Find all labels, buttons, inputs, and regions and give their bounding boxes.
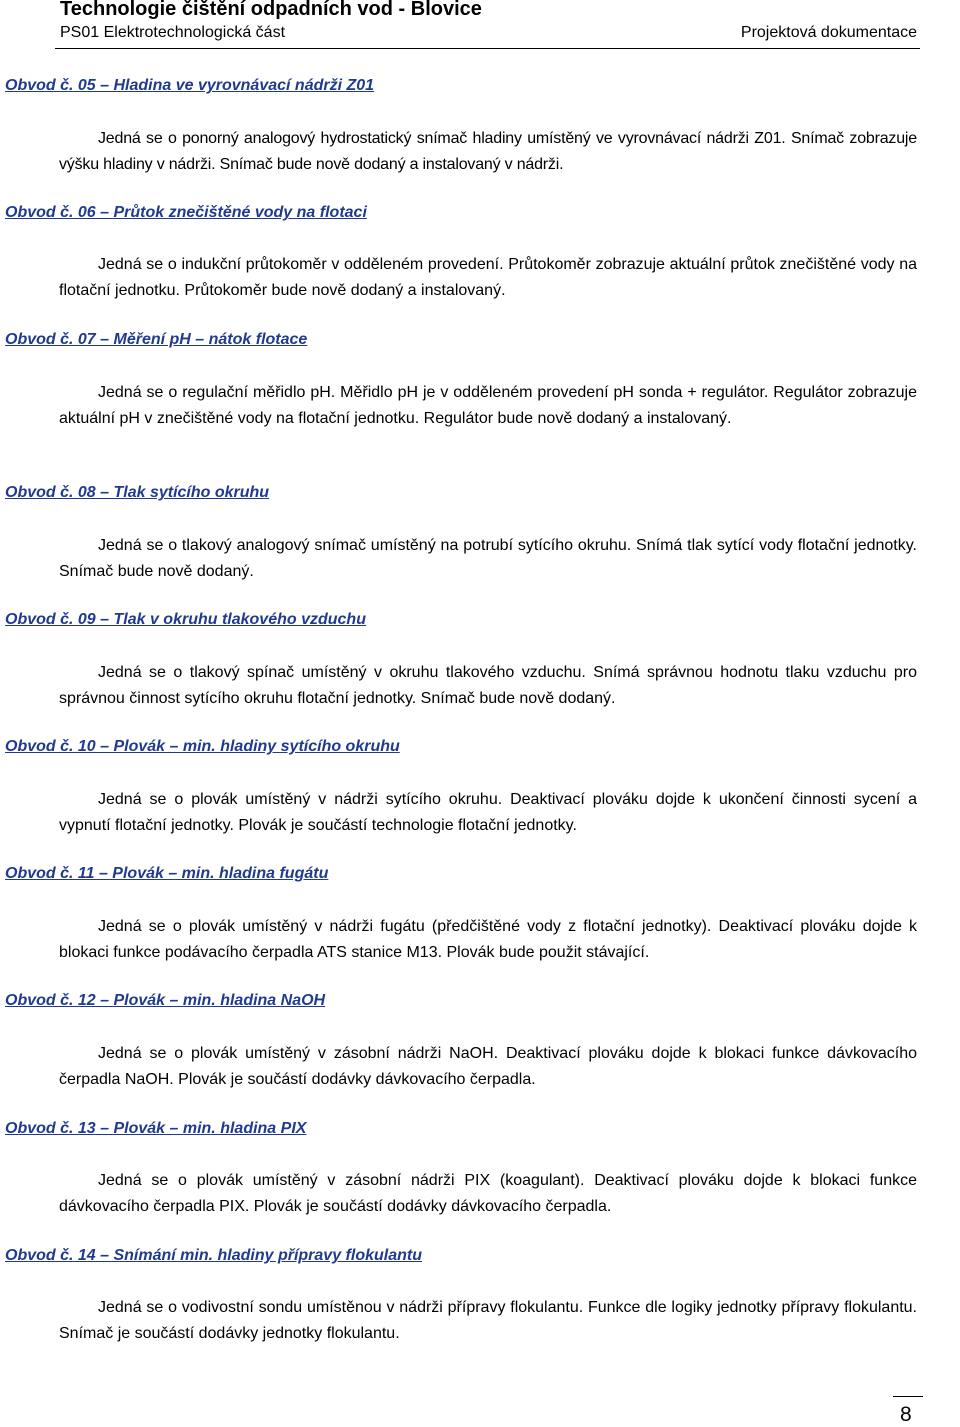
footer-divider: [893, 1396, 923, 1397]
section-heading: Obvod č. 05 – Hladina ve vyrovnávací nádrži Z01: [5, 77, 375, 94]
section-paragraph: Jedná se o plovák umístěný v zásobní nádrži PIX (koagulant). Deaktivací plováku dojde k blokaci funkce dávkovacího čerpadla PIX. Plovák je součástí dodávky dávkovacího čerpadla.: [59, 1172, 917, 1215]
section-paragraph: Jedná se o vodivostní sondu umístěnou v nádrži přípravy flokulantu. Funkce dle logiky jednotky přípravy flokulantu. Snímač je součástí dodávky jednotky flokulantu.: [59, 1299, 917, 1342]
page-number: 8: [900, 1403, 912, 1426]
section-paragraph: Jedná se o plovák umístěný v nádrži sytícího okruhu. Deaktivací plováku dojde k ukončení činnosti sycení a vypnutí flotační jednotky. Plovák je součástí technologie flotační jednotky.: [59, 791, 917, 834]
section-heading: Obvod č. 12 – Plovák – min. hladina NaOH: [5, 992, 326, 1009]
document-subtitle: PS01 Elektrotechnologická část: [60, 24, 286, 41]
section-paragraph: Jedná se o indukční průtokoměr v odděleném provedení. Průtokoměr zobrazuje aktuální průtok znečištěné vody na flotační jednotku. Průtokoměr bude nově dodaný a instalovaný.: [59, 256, 917, 299]
section-heading: Obvod č. 14 – Snímání min. hladiny přípravy flokulantu: [5, 1247, 422, 1264]
section-paragraph: Jedná se o tlakový spínač umístěný v okruhu tlakového vzduchu. Snímá správnou hodnotu tlaku vzduchu pro správnou činnost sytícího okruhu flotační jednotky. Snímač bude nově dodaný.: [59, 664, 917, 707]
section-heading: Obvod č. 07 – Měření pH – nátok flotace: [5, 331, 308, 348]
section-heading: Obvod č. 08 – Tlak sytícího okruhu: [5, 484, 270, 501]
section-paragraph: Jedná se o tlakový analogový snímač umístěný na potrubí sytícího okruhu. Snímá tlak sytící vody flotační jednotky. Snímač bude nově dodaný.: [59, 537, 917, 580]
section-heading: Obvod č. 10 – Plovák – min. hladiny sytícího okruhu: [5, 738, 400, 755]
header-divider: [55, 48, 920, 49]
page-header: [0, 0, 960, 54]
section-paragraph: Jedná se o plovák umístěný v nádrži fugátu (předčištěné vody z flotační jednotky). Deaktivací plováku dojde k blokaci funkce podávacího čerpadla ATS stanice M13. Plovák bude použit stávající.: [59, 918, 917, 961]
section-paragraph: Jedná se o ponorný analogový hydrostatický snímač hladiny umístěný ve vyrovnávací nádrži Z01. Snímač zobrazuje výšku hladiny v nádrži. Snímač bude nově dodaný a instalovaný v nádrži.: [59, 130, 917, 173]
section-heading: Obvod č. 09 – Tlak v okruhu tlakového vzduchu: [5, 611, 366, 628]
section-heading: Obvod č. 11 – Plovák – min. hladina fugátu: [5, 865, 329, 882]
section-paragraph: Jedná se o regulační měřidlo pH. Měřidlo pH je v odděleném provedení pH sonda + regulátor. Regulátor zobrazuje aktuální pH v znečištěné vody na flotační jednotku. Regulátor bude nově dodaný a instalovaný.: [59, 384, 917, 427]
document-type: Projektová dokumentace: [740, 24, 917, 41]
section-paragraph: Jedná se o plovák umístěný v zásobní nádrži NaOH. Deaktivací plováku dojde k blokaci funkce dávkovacího čerpadla NaOH. Plovák je součástí dodávky dávkovacího čerpadla.: [59, 1045, 917, 1088]
section-heading: Obvod č. 06 – Průtok znečištěné vody na flotaci: [5, 204, 367, 221]
document-title: Technologie čištění odpadních vod - Blovice: [60, 0, 482, 20]
section-heading: Obvod č. 13 – Plovák – min. hladina PIX: [5, 1120, 307, 1137]
